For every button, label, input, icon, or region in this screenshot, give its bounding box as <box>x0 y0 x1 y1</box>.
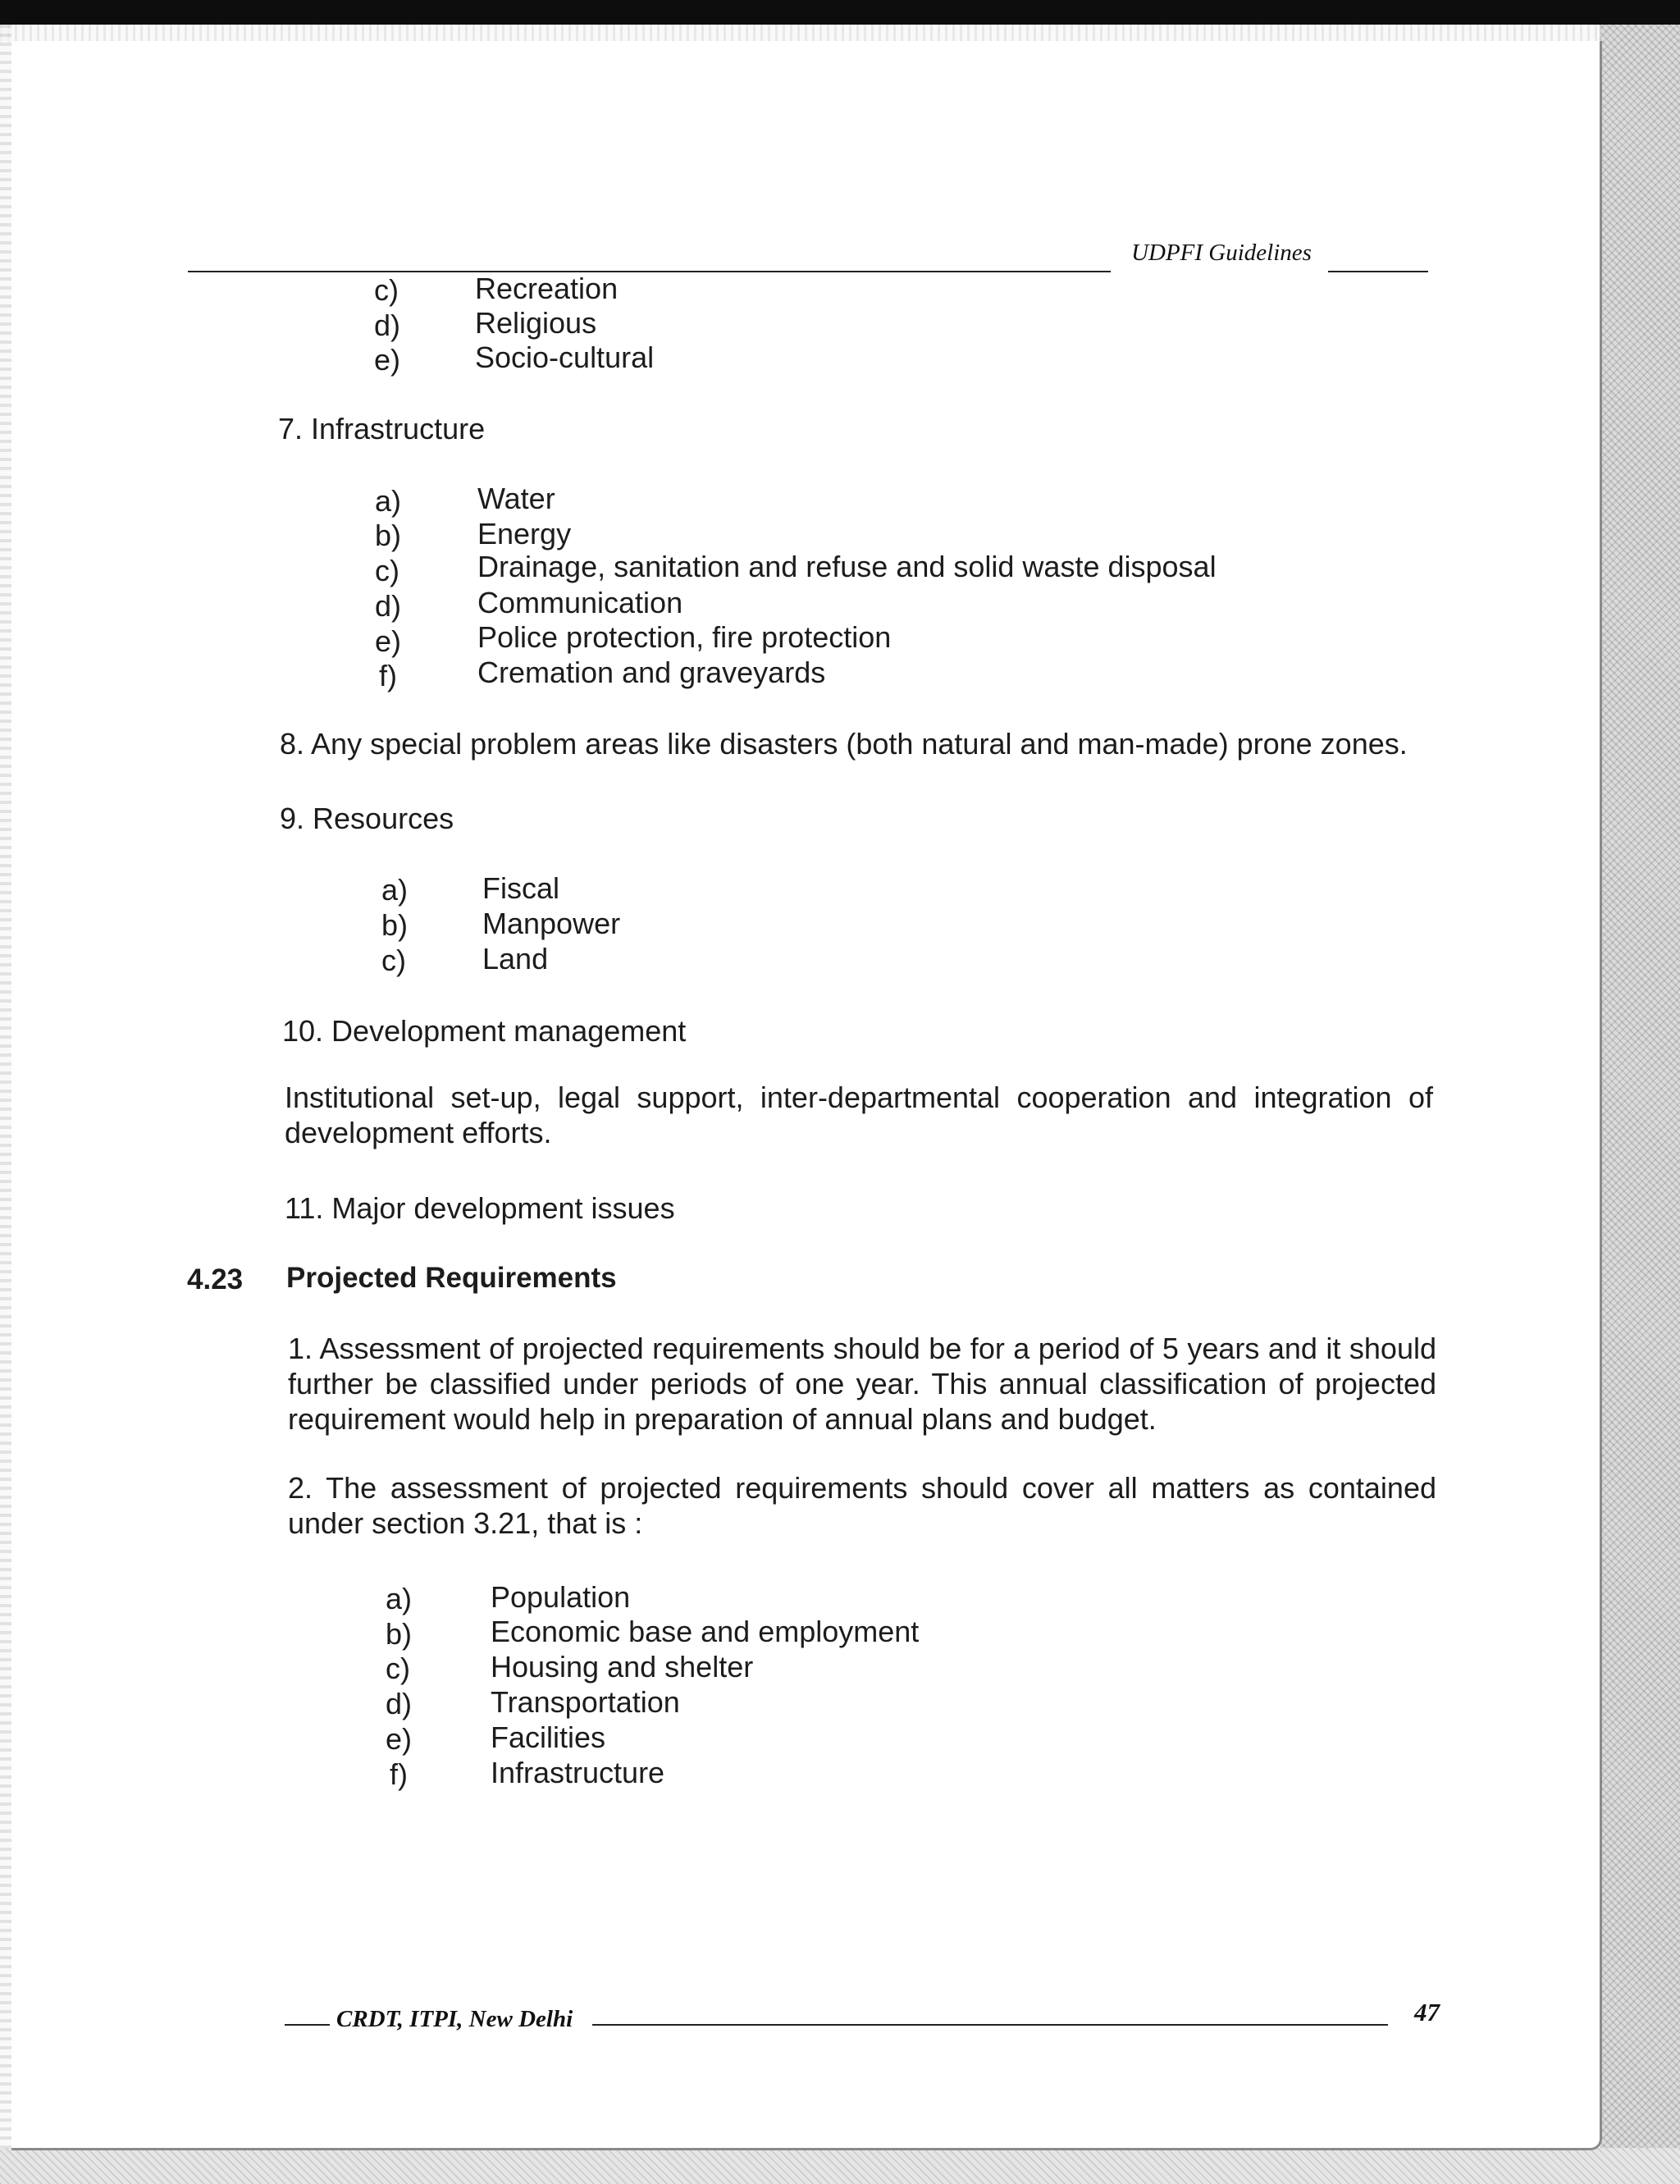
list-item: Cremation and graveyards <box>477 656 826 689</box>
list-item: Police protection, fire protection <box>477 620 892 654</box>
list-letter: b) <box>386 1617 413 1651</box>
header-rule-left <box>188 271 1111 272</box>
item-7-heading: 7. Infrastructure <box>278 412 486 445</box>
list-letter: f) <box>390 1757 408 1791</box>
section-number: 4.23 <box>187 1263 244 1295</box>
list-letter: c) <box>386 1652 410 1685</box>
section-para-2: 2. The assessment of projected requirements should cover all matters as contained under section 3.21, that is : <box>288 1471 1436 1540</box>
scan-bottom-border <box>0 2148 1680 2184</box>
footer-source: CRDT, ITPI, New Delhi <box>336 2006 573 2032</box>
list-item: Drainage, sanitation and refuse and solid waste disposal <box>477 550 1217 583</box>
list-item: Religious <box>475 306 597 340</box>
list-letter: e) <box>375 624 402 658</box>
item-9-heading: 9. Resources <box>280 802 454 835</box>
list-letter: f) <box>379 659 397 692</box>
item-10-heading: 10. Development management <box>282 1014 687 1048</box>
list-item: Population <box>491 1580 631 1614</box>
list-item: Socio-cultural <box>475 340 655 374</box>
list-item: Communication <box>477 586 683 619</box>
list-item: Energy <box>477 517 572 551</box>
list-letter: e) <box>386 1722 413 1756</box>
running-header: UDPFI Guidelines <box>1131 240 1312 266</box>
list-item: Land <box>482 942 549 975</box>
list-letter: b) <box>375 519 402 552</box>
list-item: Recreation <box>475 272 619 305</box>
list-letter: a) <box>381 873 409 907</box>
header-rule-right <box>1328 271 1428 272</box>
list-item: Facilities <box>491 1720 606 1754</box>
list-letter: c) <box>374 273 399 307</box>
section-para-1: 1. Assessment of projected requirements should be for a period of 5 years and it should further be classified under periods of one year. This annual classification of projected requirement would help in preparation of annual plans and budget. <box>288 1332 1436 1436</box>
list-item: Infrastructure <box>491 1756 665 1789</box>
list-letter: c) <box>375 554 399 587</box>
document-page <box>11 41 1602 2150</box>
list-letter: b) <box>381 908 409 942</box>
item-10-body: Institutional set-up, legal support, inter-departmental cooperation and integration of development efforts. <box>285 1081 1433 1149</box>
scan-left-edge <box>0 25 11 2150</box>
item-11-heading: 11. Major development issues <box>285 1191 675 1225</box>
list-item: Water <box>477 482 555 515</box>
footer-rule-right <box>592 2024 1388 2026</box>
list-letter: d) <box>386 1687 413 1720</box>
list-item: Economic base and employment <box>491 1615 920 1648</box>
footer-rule-left <box>285 2024 330 2026</box>
list-item: Manpower <box>482 907 621 940</box>
scan-right-border <box>1600 25 1680 2184</box>
scan-top-band <box>0 0 1680 25</box>
list-item: Fiscal <box>482 871 560 905</box>
list-letter: d) <box>375 589 402 623</box>
scan-top-noise <box>0 25 1680 43</box>
list-letter: c) <box>381 944 406 977</box>
item-8-text: 8. Any special problem areas like disasters (both natural and man-made) prone zones. <box>280 727 1408 761</box>
list-item: Housing and shelter <box>491 1650 754 1684</box>
page-number: 47 <box>1414 1998 1440 2026</box>
list-letter: a) <box>375 484 402 518</box>
list-letter: e) <box>374 343 401 377</box>
list-letter: d) <box>374 308 401 342</box>
section-title: Projected Requirements <box>286 1262 617 1294</box>
list-letter: a) <box>386 1582 413 1615</box>
list-item: Transportation <box>491 1685 680 1719</box>
